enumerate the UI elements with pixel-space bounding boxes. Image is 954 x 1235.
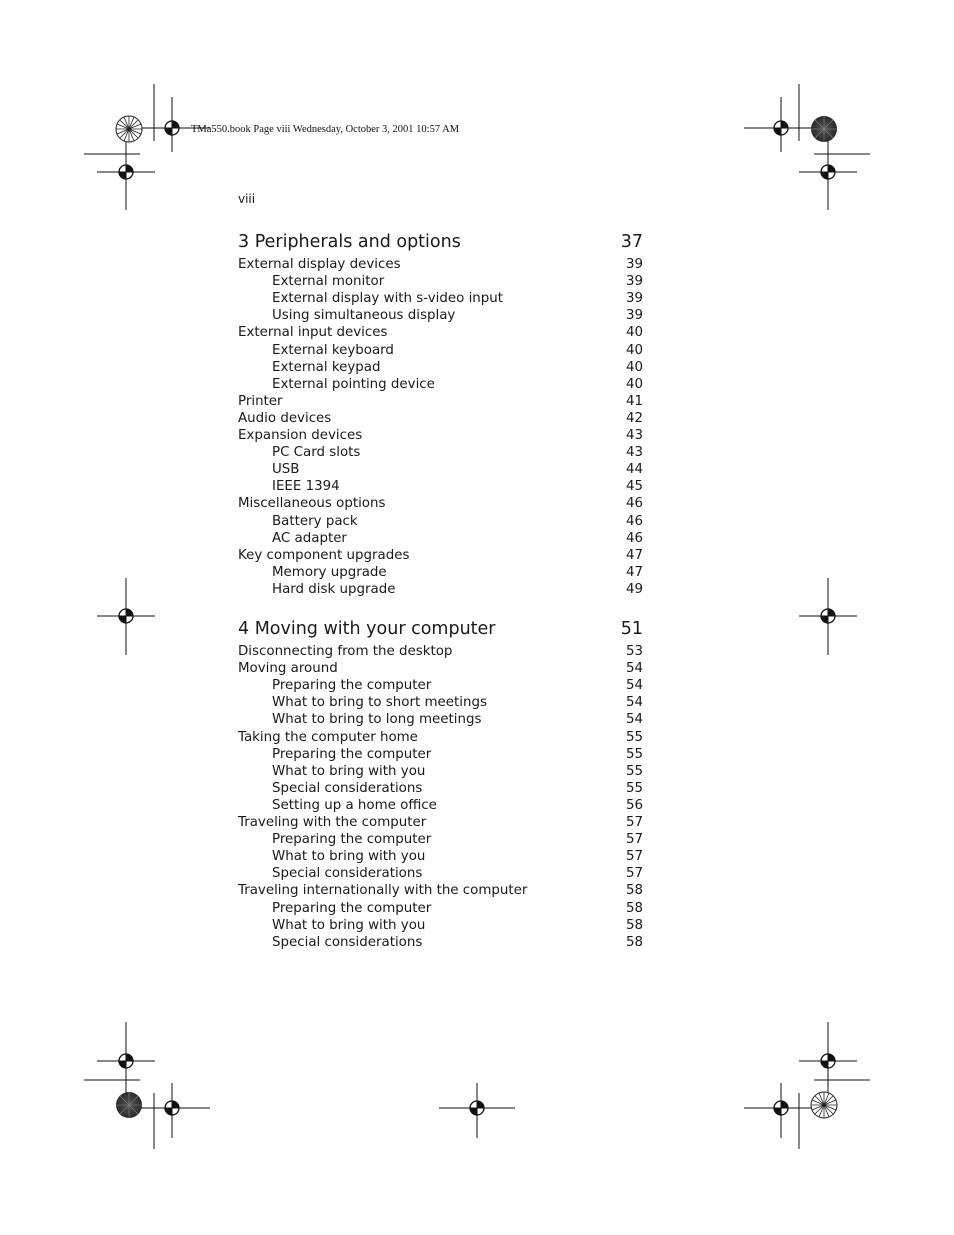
toc-entry-label: Audio devices	[238, 410, 332, 426]
toc-entry[interactable]	[238, 256, 643, 273]
chapter-page-number: 37	[620, 232, 643, 252]
toc-entry-page: 43	[625, 445, 643, 461]
toc-subentry[interactable]	[238, 461, 643, 478]
toc-subentry[interactable]	[238, 677, 643, 694]
toc-entry[interactable]	[238, 882, 643, 899]
toc-subentry[interactable]	[238, 307, 643, 324]
toc-entry-label: USB	[272, 462, 300, 478]
toc-entry-page: 43	[625, 428, 643, 443]
toc-entry-page: 57	[625, 866, 643, 882]
toc-entry[interactable]	[238, 814, 643, 831]
toc-subentry[interactable]	[238, 797, 643, 814]
toc-entry[interactable]	[238, 547, 643, 564]
toc-entry-label: Disconnecting from the desktop	[238, 644, 453, 659]
toc-subentry[interactable]	[238, 581, 643, 598]
toc-subentry[interactable]	[238, 376, 643, 393]
chapter-page-number: 51	[620, 619, 643, 639]
toc-entry-label: Preparing the computer	[272, 746, 432, 762]
toc-entry-label: Memory upgrade	[272, 564, 387, 580]
toc-subentry[interactable]	[238, 530, 643, 547]
toc-entry-page: 40	[625, 359, 643, 375]
chapter-title: 4 Moving with your computer	[238, 619, 496, 639]
toc-entry-label: IEEE 1394	[272, 479, 340, 495]
toc-subentry[interactable]	[238, 513, 643, 530]
toc-entry-label: Preparing the computer	[272, 678, 432, 694]
toc-entry-label: Preparing the computer	[272, 900, 432, 916]
toc-entry-label: External keyboard	[272, 342, 394, 358]
toc-entry-page: 40	[625, 376, 643, 392]
toc-entry-page: 56	[625, 797, 643, 813]
toc-subentry[interactable]	[238, 564, 643, 581]
toc-entry-label: AC adapter	[272, 530, 347, 546]
toc-entry-page: 46	[625, 513, 643, 529]
toc-entry-page: 58	[625, 883, 643, 899]
toc-subentry[interactable]	[238, 342, 643, 359]
toc-subentry[interactable]	[238, 763, 643, 780]
toc-entry-page: 57	[625, 849, 643, 865]
toc-subentry[interactable]	[238, 290, 643, 307]
toc-subentry[interactable]	[238, 848, 643, 865]
toc-entry-page: 39	[625, 274, 643, 290]
toc-entry-label: Key component upgrades	[238, 547, 410, 563]
toc-entry-label: External display with s-video input	[272, 291, 504, 307]
toc-entry-label: Expansion devices	[238, 428, 363, 443]
toc-entry-page: 40	[625, 342, 643, 358]
toc-entry-label: What to bring to short meetings	[272, 695, 487, 711]
toc-entry-page: 39	[625, 291, 643, 307]
toc-entry-label: Preparing the computer	[272, 832, 432, 848]
toc-subentry[interactable]	[238, 831, 643, 848]
toc-entry-label: External display devices	[238, 257, 401, 272]
toc-entry-page: 47	[625, 564, 643, 580]
toc-entry-page: 49	[625, 581, 643, 597]
toc-entry-page: 40	[625, 325, 643, 341]
toc-entry-page: 39	[625, 308, 643, 324]
toc-entry-label: Traveling internationally with the computer	[238, 883, 528, 899]
toc-entry-label: Traveling with the computer	[238, 815, 427, 830]
toc-entry[interactable]	[238, 427, 643, 444]
toc-entry-label: External keypad	[272, 359, 381, 375]
toc-entry-label: Special considerations	[272, 934, 423, 950]
toc-entry[interactable]	[238, 324, 643, 341]
toc-entry-label: External monitor	[272, 274, 385, 290]
toc-entry-page: 41	[625, 393, 643, 409]
toc-entry-page: 58	[625, 934, 643, 950]
toc-entry-page: 47	[625, 547, 643, 563]
toc-subentry[interactable]	[238, 865, 643, 882]
toc-entry-label: Using simultaneous display	[272, 308, 456, 324]
toc-entry-label: Moving around	[238, 661, 338, 677]
toc-entry-page: 45	[625, 479, 643, 495]
toc-subentry[interactable]	[238, 359, 643, 376]
toc-entry-label: External input devices	[238, 325, 388, 341]
toc-entry-page: 44	[625, 462, 643, 478]
toc-entry-label: What to bring with you	[272, 763, 426, 779]
toc-entry[interactable]	[238, 495, 643, 512]
toc-entry-page: 58	[625, 900, 643, 916]
toc-entry-page: 57	[625, 832, 643, 848]
toc-entry-page: 54	[625, 695, 643, 711]
chapter-heading[interactable]	[238, 619, 643, 643]
toc-entry-page: 57	[625, 815, 643, 830]
toc-entry-label: Taking the computer home	[238, 729, 418, 745]
toc-entry-page: 55	[625, 780, 643, 796]
toc-entry-page: 42	[625, 410, 643, 426]
toc-subentry[interactable]	[238, 711, 643, 728]
toc-entry-page: 55	[625, 729, 643, 745]
toc-entry-label: External pointing device	[272, 376, 435, 392]
toc-subentry[interactable]	[238, 780, 643, 797]
toc-subentry[interactable]	[238, 444, 643, 461]
toc-subentry[interactable]	[238, 694, 643, 711]
toc-entry-page: 53	[625, 644, 643, 659]
toc-entry-page: 46	[625, 530, 643, 546]
page-number: viii	[238, 192, 256, 206]
toc-entry-label: Printer	[238, 393, 283, 409]
toc-subentry[interactable]	[238, 478, 643, 495]
toc-entry-page: 54	[625, 661, 643, 677]
toc-entry-page: 55	[625, 746, 643, 762]
toc-entry-label: What to bring with you	[272, 849, 426, 865]
chapter-title: 3 Peripherals and options	[238, 232, 461, 252]
toc-subentry[interactable]	[238, 900, 643, 917]
toc-entry-label: What to bring with you	[272, 917, 426, 933]
toc-entry-page: 46	[625, 496, 643, 512]
toc-entry-label: PC Card slots	[272, 445, 361, 461]
toc-entry-label: Hard disk upgrade	[272, 581, 396, 597]
toc-entry-label: Special considerations	[272, 866, 423, 882]
toc-entry-page: 39	[625, 257, 643, 272]
print-slug-line: TMa550.book Page viii Wednesday, October 3, 2001 10:57 AM	[191, 124, 460, 135]
toc-entry-page: 54	[625, 678, 643, 694]
chapter-heading[interactable]	[238, 232, 643, 256]
toc-entry-label: Setting up a home office	[272, 797, 437, 813]
toc-entry-page: 55	[625, 763, 643, 779]
toc-entry-label: Special considerations	[272, 780, 423, 796]
toc-entry[interactable]	[238, 660, 643, 677]
toc-entry[interactable]	[238, 393, 643, 410]
toc-subentry[interactable]	[238, 934, 643, 951]
toc-subentry[interactable]	[238, 917, 643, 934]
toc-entry-label: Battery pack	[272, 513, 358, 529]
toc-entry-page: 58	[625, 917, 643, 933]
toc-entry-page: 54	[625, 712, 643, 728]
toc-entry[interactable]	[238, 410, 643, 427]
toc-entry[interactable]	[238, 729, 643, 746]
toc-entry-label: What to bring to long meetings	[272, 712, 482, 728]
toc-entry-label: Miscellaneous options	[238, 496, 386, 512]
toc-entry[interactable]	[238, 643, 643, 660]
toc-subentry[interactable]	[238, 273, 643, 290]
toc-subentry[interactable]	[238, 746, 643, 763]
